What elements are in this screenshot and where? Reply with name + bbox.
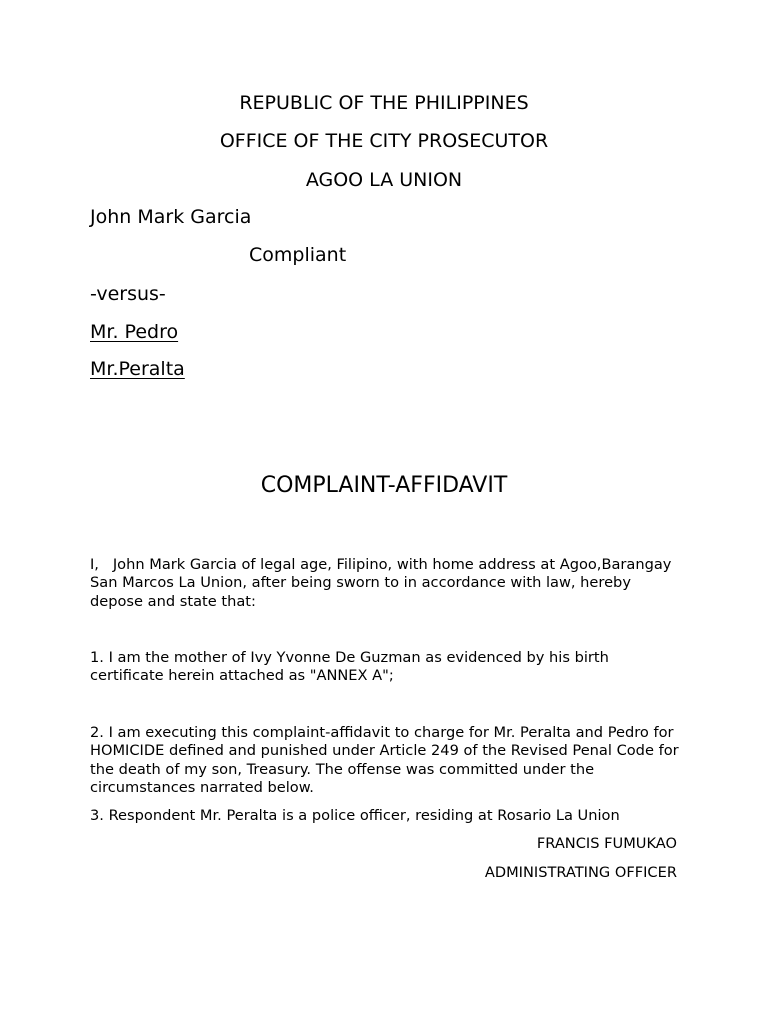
item-1-paragraph: 1. I am the mother of Ivy Yvonne De Guzman as evidenced by his birth certificate herein attached as "ANNEX A"; <box>90 649 609 685</box>
header-office: OFFICE OF THE CITY PROSECUTOR <box>219 130 549 152</box>
header-republic: REPUBLIC OF THE PHILIPPINES <box>239 92 529 114</box>
respondent-2: Mr.Peralta <box>90 358 185 380</box>
complainant-name: John Mark Garcia <box>90 206 252 228</box>
respondent-1: Mr. Pedro <box>90 321 179 343</box>
header-location: AGOO LA UNION <box>305 169 463 191</box>
signatory-title: ADMINISTRATING OFFICER <box>484 864 677 881</box>
item-3-paragraph: 3. Respondent Mr. Peralta is a police officer, residing at Rosario La Union <box>90 807 620 824</box>
intro-paragraph: I, John Mark Garcia of legal age, Filipino, with home address at Agoo,Barangay San Marcos La Union, after being sworn to in accordance with law, hereby depose and state that: <box>90 556 677 610</box>
complainant-role: Compliant <box>249 244 347 266</box>
document-title: COMPLAINT-AFFIDAVIT <box>260 473 508 498</box>
signatory-name: FRANCIS FUMUKAO <box>536 835 677 852</box>
versus-label: -versus- <box>90 283 166 305</box>
item-2-paragraph: 2. I am executing this complaint-affidavit to charge for Mr. Peralta and Pedro for HOMICIDE defined and punished under Article 249 of the Revised Penal Code for the death of my son, Treasury. The offense was committed under the circumstances narrated below. <box>90 724 679 797</box>
